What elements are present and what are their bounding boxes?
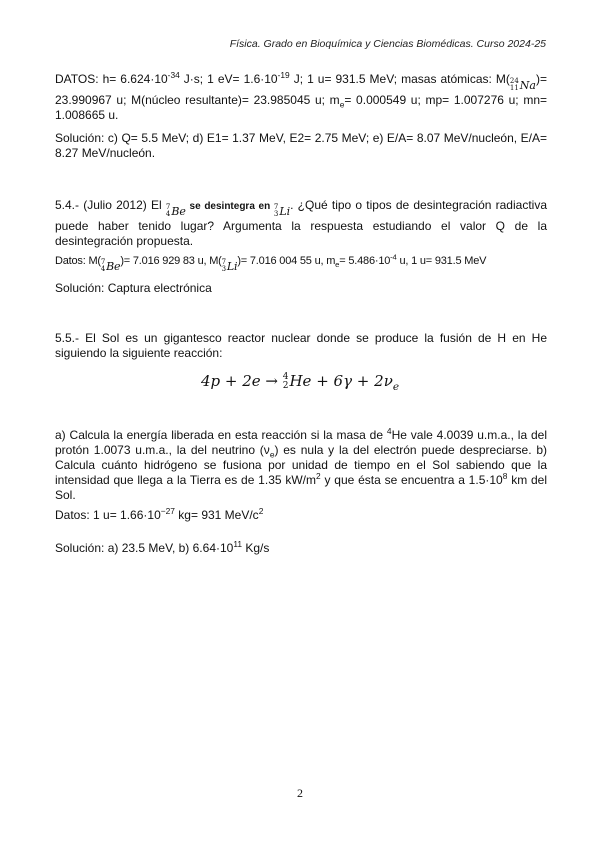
page-header: Física. Grado en Bioquímica y Ciencias Biomédicas. Curso 2024-25 <box>229 38 546 50</box>
page-number: 2 <box>297 786 303 800</box>
solucion-5-5: Solución: a) 23.5 MeV, b) $6.64\cdot 10^{11}$ Kg/s <box>55 539 270 555</box>
solucion-1: Solución: c) Q= 5.5 MeV; d) E1= 1.37 MeV, E2= 2.75 MeV; e) E/A= 8.07 MeV/nucleón, E/A= 8.27 MeV/nucleón. <box>55 131 547 160</box>
fusion-equation: 4p + 2e → 4 2 $He + 6\gamma + 2\nu_e$ <box>200 372 400 393</box>
datos-paragraph: DATOS: $h= 6.624\cdot 10^{-34}$ J·s; 1 $eV= 1.6\cdot 10^{-19}$ J; 1 u= 931.5 MeV; masas atómicas: M( 24 11 Na )= 23.990967 u; M(núcleo resultante)= 23.985045 u; $m_e= 0.000549$ u; mp= 1.007276 u; mn= 1.008665 u. <box>55 70 547 122</box>
beryllium-nuclide: 7 4 Be <box>165 203 186 218</box>
problem-5-5-question: a) Calcula la energía liberada en esta reacción si la masa de $^4$He vale 4.0039 u.m.a., la del protón 1.0073 u.m.a., la del neutrino $(\nu_e)$ es nula y la del electrón puede despreciarse. b) Calcula cuánto hidrógeno se fusiona por unidad de tiempo en el Sol sabiendo que la intensidad que llega a la Tierra es de 1.35 $kW/m^2$ y que ésta se encuentra a $1.5\cdot 10^8$ km del Sol. <box>55 426 547 502</box>
lithium-nuclide: 7 3 Li <box>273 203 291 218</box>
datos-5-5: Datos: 1 $u= 1.66\cdot 10^{-27}$ kg= 931 MeV/$c^2$ <box>55 506 264 522</box>
datos-5-4: Datos: M( 7 4 Be )= 7.016 929 83 u, M( 7 3 Li )= 7.016 004 55 u, $m_e= 5.486\cdot 10^{-4}$ u, 1 u= 931.5 MeV <box>55 252 487 273</box>
sodium-nuclide: 24 11 Na <box>509 77 536 92</box>
problem-5-4: 5.4.- (Julio 2012) El 7 4 Be se desintegra en 7 3 Li . ¿Qué tipo o tipos de desintegración radiactiva puede haber tenido lugar? Argumenta la respuesta estudiando el valor Q de la desintegración propuesta. <box>55 198 547 248</box>
problem-5-5-intro: 5.5.- El Sol es un gigantesco reactor nuclear donde se produce la fusión de H en He siguiendo la siguiente reacción: <box>55 331 547 360</box>
solucion-5-4: Solución: Captura electrónica <box>55 281 212 295</box>
